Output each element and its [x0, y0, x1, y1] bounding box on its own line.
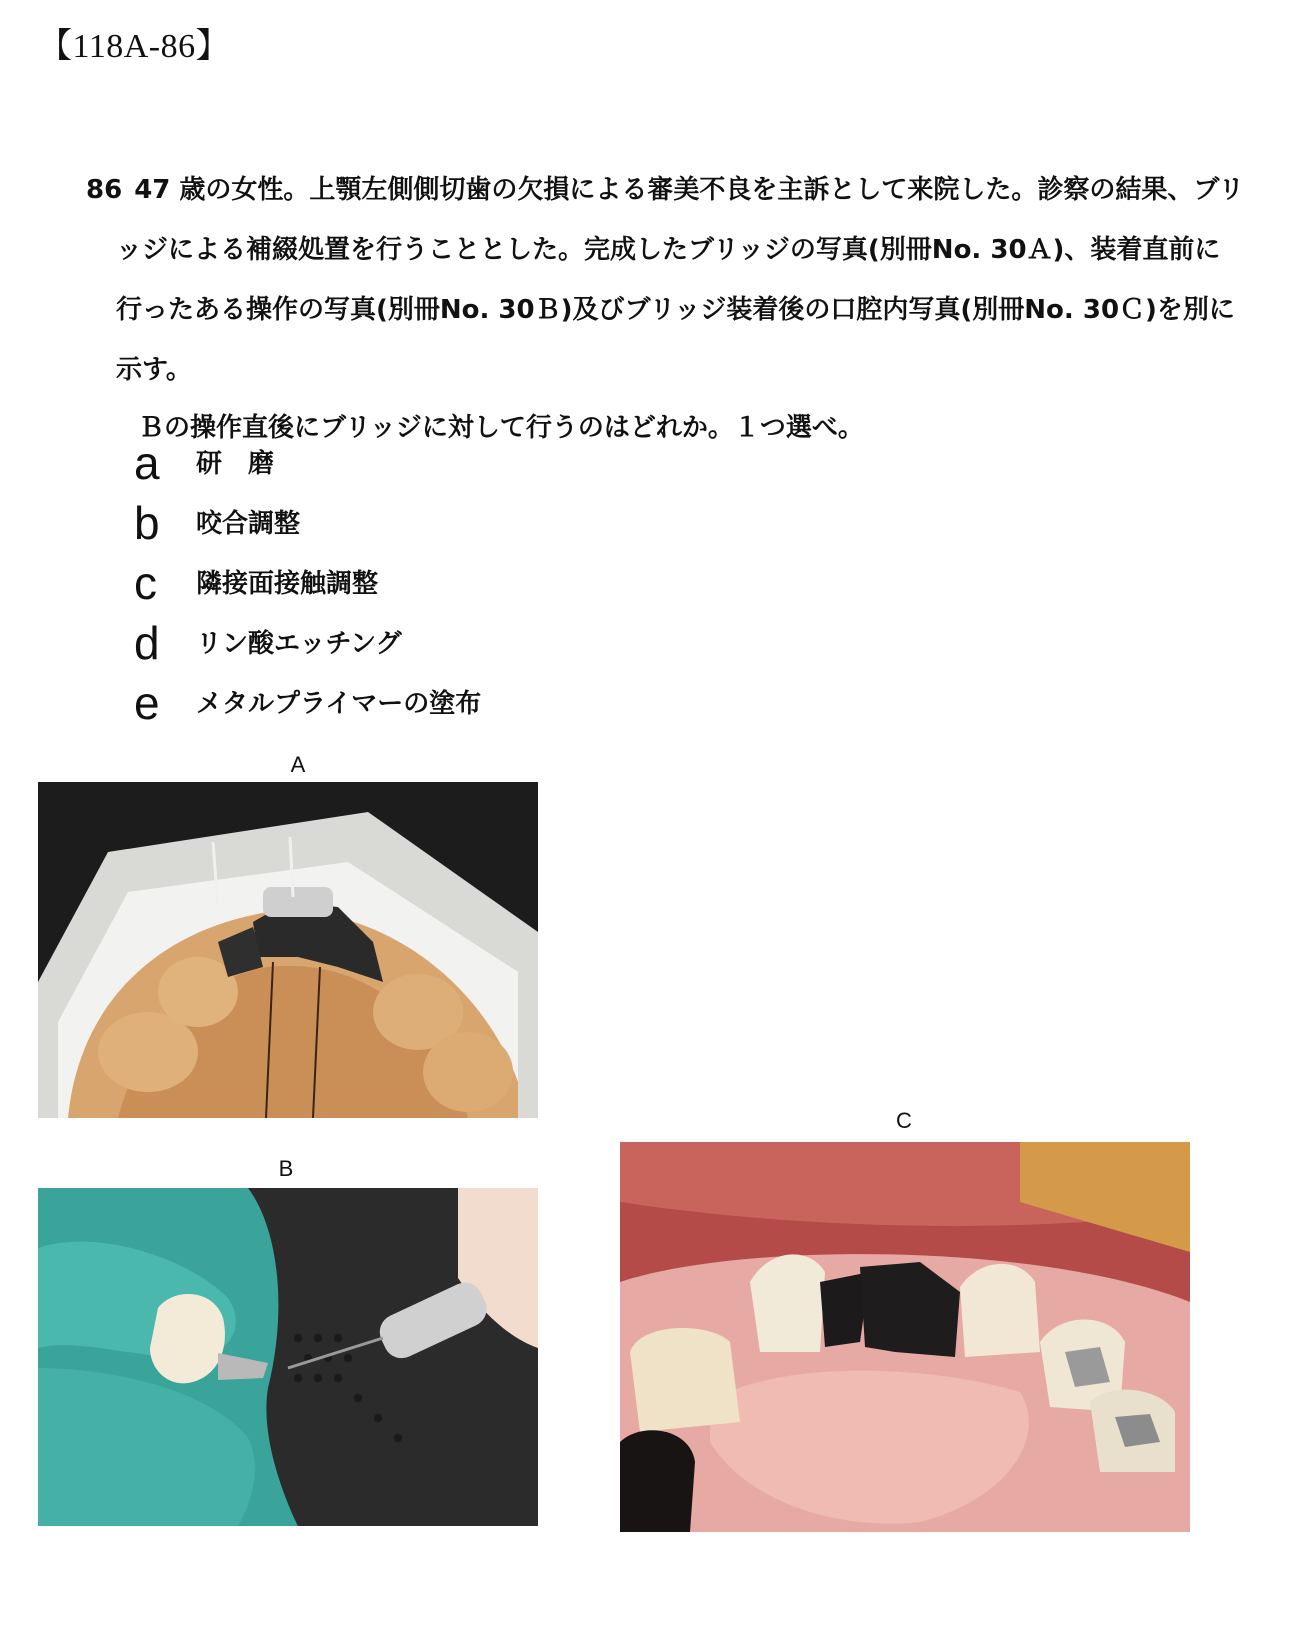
option-text: 研 磨: [196, 449, 275, 479]
intraoral-illustration: [620, 1142, 1190, 1532]
option-text: 咬合調整: [196, 509, 301, 539]
option-text: 隣接面接触調整: [196, 569, 379, 599]
figure-c-photo: [620, 1142, 1190, 1532]
option-text: リン酸エッチング: [196, 629, 402, 659]
option-e[interactable]: [134, 677, 482, 740]
option-text: メタルプライマーの塗布: [196, 689, 482, 719]
question-stem-text: 47 歳の女性。上顎左側側切歯の欠損による審美不良を主訴として来院した。診察の結果、ブリッジによる補綴処置を行うこととした。完成したブリッジの写真(別冊No. 30Ａ)、装着直前に行ったある操作の写真(別冊No. 30Ｂ)及びブリッジ装着後の口腔内写真(別冊No. 30Ｃ)を別に示す。: [116, 175, 1245, 385]
figure-b-photo: [38, 1188, 538, 1526]
option-letter: c: [134, 557, 157, 609]
option-b[interactable]: [134, 497, 481, 560]
figure-b-label: B: [278, 1156, 294, 1181]
grinding-operation-illustration: [38, 1188, 538, 1526]
question-prompt: Ｂの操作直後にブリッジに対して行うのはどれか。１つ選べ。: [138, 413, 864, 443]
option-letter: e: [134, 677, 160, 729]
option-letter: b: [134, 497, 160, 549]
question-number: 86: [86, 175, 123, 205]
figure-a-label: A: [290, 752, 306, 777]
answer-options: [134, 437, 482, 740]
figure-a-photo: [38, 782, 538, 1118]
question-stem: [86, 160, 1246, 400]
option-letter: a: [134, 437, 160, 489]
cast-model-illustration: [38, 782, 538, 1118]
figure-c-label: C: [896, 1108, 912, 1133]
option-d[interactable]: [134, 617, 481, 680]
option-a[interactable]: [134, 437, 481, 500]
option-c[interactable]: [134, 557, 481, 620]
question-block: [86, 160, 1246, 448]
exam-id: 【118A-86】: [38, 28, 231, 65]
option-letter: d: [134, 617, 160, 669]
